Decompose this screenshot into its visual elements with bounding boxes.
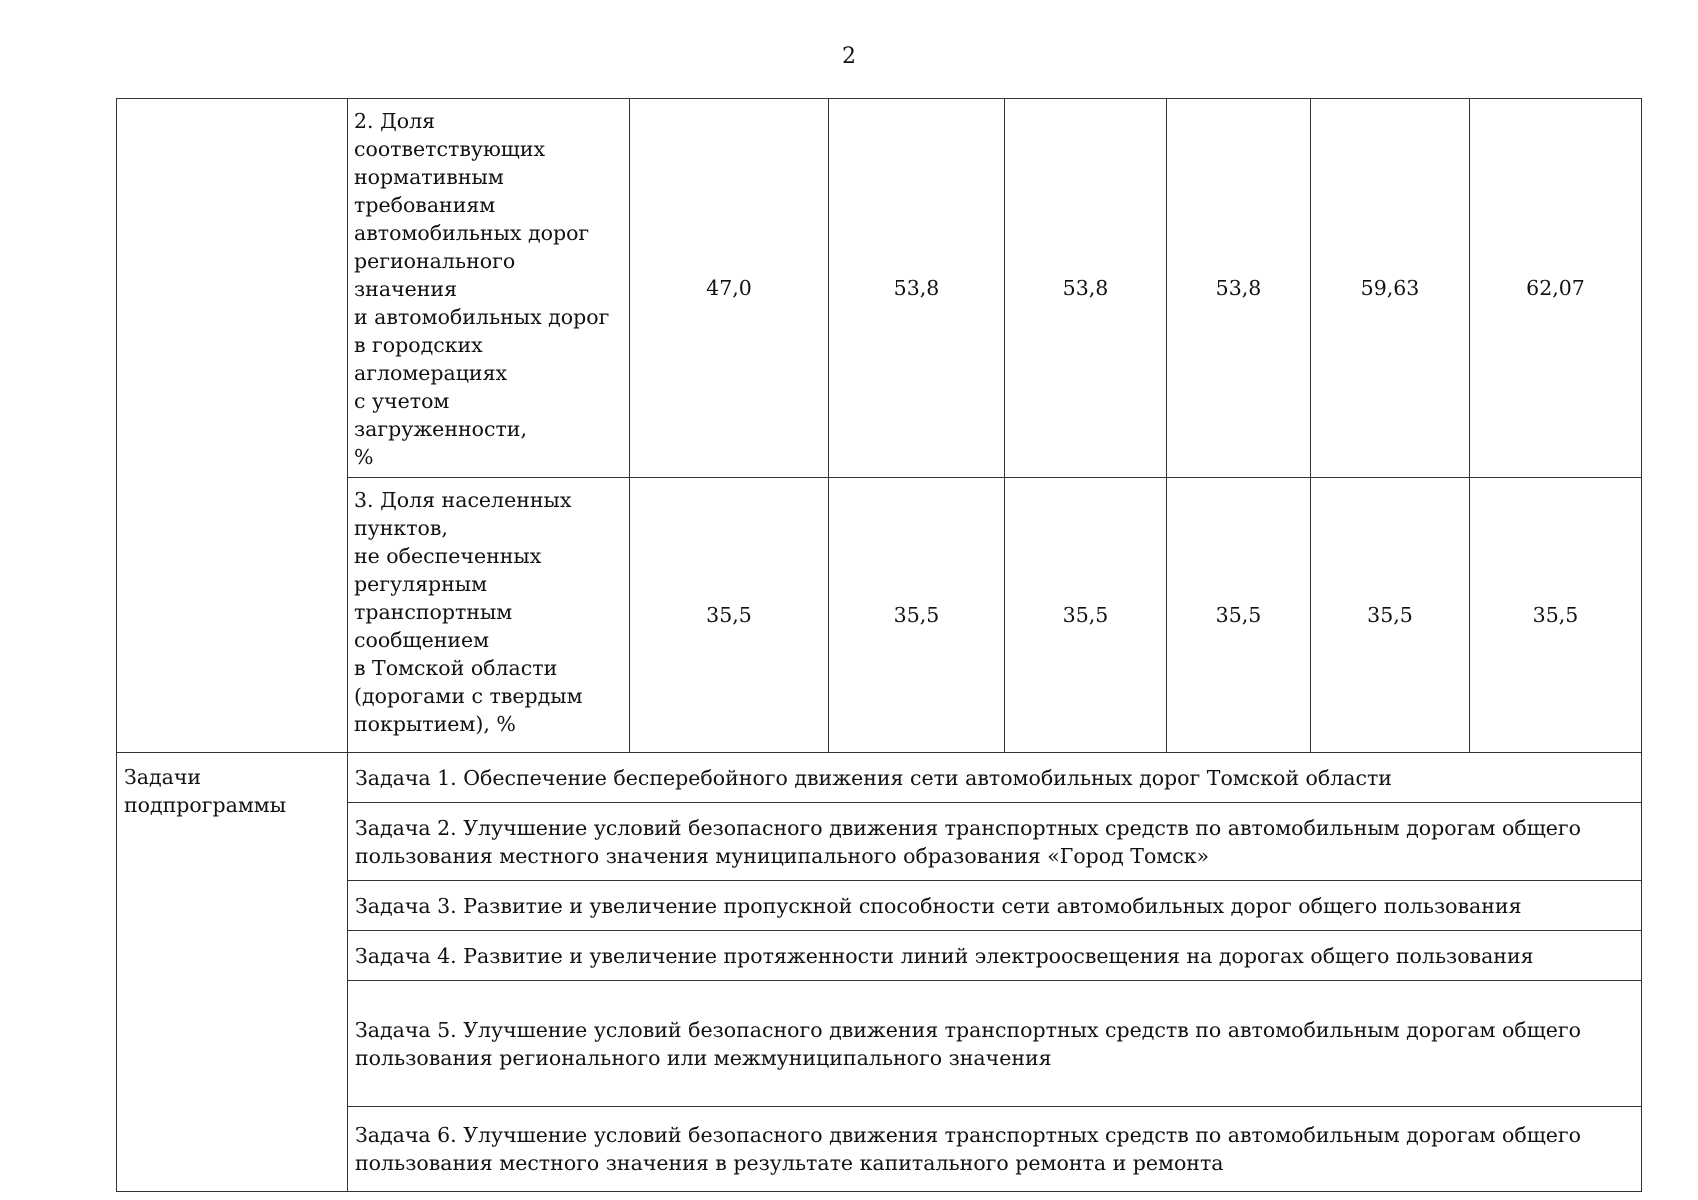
task-item: Задача 3. Развитие и увеличение пропускной способности сети автомобильных дорог общего пользования [348,881,1642,931]
subprogram-table [116,98,1642,1192]
task-item: Задача 5. Улучшение условий безопасного движения транспортных средств по автомобильным дорогам общего пользования регионального или межмуниципального значения [348,981,1642,1107]
indicator-value: 35,5 [1311,478,1470,753]
indicator-value: 35,5 [1005,478,1167,753]
empty-label-cell [117,99,348,753]
indicator-value: 59,63 [1311,99,1470,478]
indicator-value: 35,5 [1167,478,1311,753]
indicator-value: 53,8 [1167,99,1311,478]
task-item: Задача 6. Улучшение условий безопасного движения транспортных средств по автомобильным дорогам общего пользования местного значения в результате капитального ремонта и ремонта [348,1107,1642,1192]
indicator-value: 35,5 [829,478,1005,753]
indicator-value: 62,07 [1470,99,1642,478]
task-item: Задача 1. Обеспечение бесперебойного движения сети автомобильных дорог Томской области [348,753,1642,803]
indicator-label: 2. Доля соответствующих нормативным требованиям автомобильных дорог регионального значения и автомобильных дорог в городских агломерациях с учетом загруженности, % [348,99,630,478]
indicator-value: 47,0 [630,99,829,478]
task-row [117,753,1642,803]
page-number: 2 [842,44,856,69]
indicator-value: 35,5 [1470,478,1642,753]
indicator-value: 53,8 [829,99,1005,478]
task-item: Задача 2. Улучшение условий безопасного движения транспортных средств по автомобильным дорогам общего пользования местного значения муниципального образования «Город Томск» [348,803,1642,881]
indicator-row [117,99,1642,478]
indicator-value: 53,8 [1005,99,1167,478]
indicator-value: 35,5 [630,478,829,753]
task-item: Задача 4. Развитие и увеличение протяженности линий электроосвещения на дорогах общего пользования [348,931,1642,981]
indicator-label: 3. Доля населенных пунктов, не обеспеченных регулярным транспортным сообщением в Томской области (дорогами с твердым покрытием), % [348,478,630,753]
tasks-section-label: Задачи подпрограммы [117,753,348,1192]
